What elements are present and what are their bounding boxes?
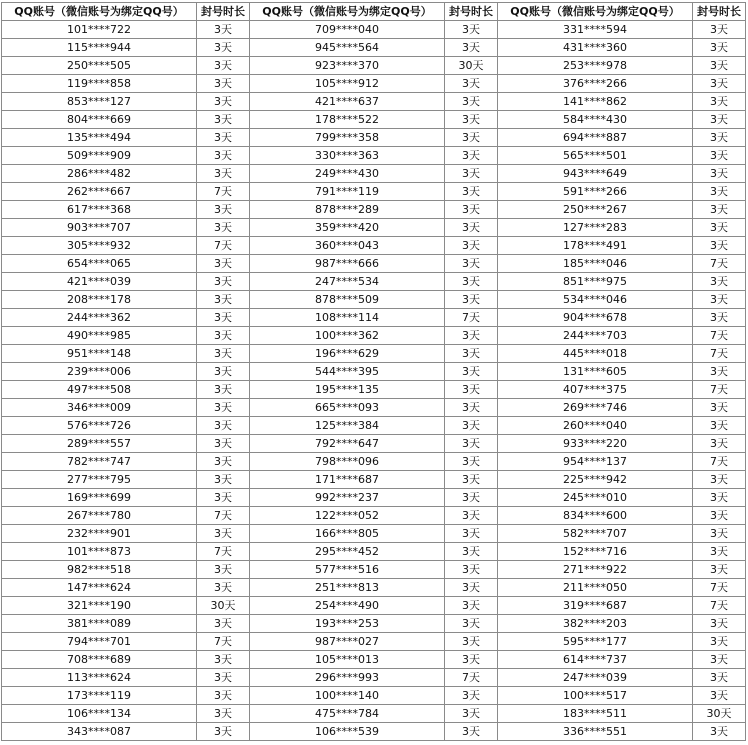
duration-cell: 3天 xyxy=(693,237,746,255)
header-duration-3: 封号时长 xyxy=(693,3,746,21)
duration-cell: 3天 xyxy=(693,39,746,57)
account-cell: 166****805 xyxy=(250,525,445,543)
account-cell: 945****564 xyxy=(250,39,445,57)
account-cell: 853****127 xyxy=(2,93,197,111)
duration-cell: 3天 xyxy=(445,147,498,165)
duration-cell: 3天 xyxy=(445,543,498,561)
duration-cell: 30天 xyxy=(445,57,498,75)
duration-cell: 3天 xyxy=(197,417,250,435)
account-cell: 490****985 xyxy=(2,327,197,345)
account-cell: 247****039 xyxy=(498,669,693,687)
account-cell: 903****707 xyxy=(2,219,197,237)
duration-cell: 3天 xyxy=(693,489,746,507)
account-cell: 792****647 xyxy=(250,435,445,453)
ban-list-table xyxy=(1,2,746,741)
account-cell: 987****666 xyxy=(250,255,445,273)
account-cell: 407****375 xyxy=(498,381,693,399)
account-cell: 131****605 xyxy=(498,363,693,381)
duration-cell: 3天 xyxy=(445,507,498,525)
table-row xyxy=(2,93,746,111)
table-row xyxy=(2,399,746,417)
duration-cell: 3天 xyxy=(445,633,498,651)
account-cell: 100****140 xyxy=(250,687,445,705)
account-cell: 106****134 xyxy=(2,705,197,723)
account-cell: 954****137 xyxy=(498,453,693,471)
duration-cell: 3天 xyxy=(445,561,498,579)
account-cell: 346****009 xyxy=(2,399,197,417)
account-cell: 565****501 xyxy=(498,147,693,165)
account-cell: 295****452 xyxy=(250,543,445,561)
duration-cell: 3天 xyxy=(197,345,250,363)
duration-cell: 3天 xyxy=(693,147,746,165)
table-row xyxy=(2,309,746,327)
duration-cell: 3天 xyxy=(197,489,250,507)
duration-cell: 3天 xyxy=(197,21,250,39)
duration-cell: 3天 xyxy=(197,669,250,687)
table-row xyxy=(2,381,746,399)
account-cell: 694****887 xyxy=(498,129,693,147)
duration-cell: 3天 xyxy=(197,57,250,75)
table-row xyxy=(2,543,746,561)
account-cell: 305****932 xyxy=(2,237,197,255)
duration-cell: 3天 xyxy=(693,687,746,705)
table-row xyxy=(2,435,746,453)
header-account-2: QQ账号（微信账号为绑定QQ号） xyxy=(250,3,445,21)
duration-cell: 3天 xyxy=(693,669,746,687)
duration-cell: 7天 xyxy=(445,669,498,687)
duration-cell: 3天 xyxy=(197,129,250,147)
account-cell: 421****039 xyxy=(2,273,197,291)
duration-cell: 30天 xyxy=(197,597,250,615)
table-row xyxy=(2,471,746,489)
account-cell: 289****557 xyxy=(2,435,197,453)
duration-cell: 3天 xyxy=(693,723,746,741)
account-cell: 125****384 xyxy=(250,417,445,435)
account-cell: 249****430 xyxy=(250,165,445,183)
table-row xyxy=(2,579,746,597)
duration-cell: 3天 xyxy=(197,579,250,597)
table-row xyxy=(2,183,746,201)
duration-cell: 3天 xyxy=(445,327,498,345)
duration-cell: 3天 xyxy=(197,435,250,453)
account-cell: 100****362 xyxy=(250,327,445,345)
duration-cell: 7天 xyxy=(693,453,746,471)
duration-cell: 3天 xyxy=(197,381,250,399)
duration-cell: 3天 xyxy=(445,93,498,111)
duration-cell: 3天 xyxy=(693,21,746,39)
duration-cell: 3天 xyxy=(445,723,498,741)
duration-cell: 3天 xyxy=(197,561,250,579)
duration-cell: 3天 xyxy=(693,651,746,669)
duration-cell: 3天 xyxy=(197,147,250,165)
duration-cell: 3天 xyxy=(197,453,250,471)
duration-cell: 3天 xyxy=(197,525,250,543)
table-row xyxy=(2,237,746,255)
duration-cell: 3天 xyxy=(445,255,498,273)
account-cell: 904****678 xyxy=(498,309,693,327)
duration-cell: 3天 xyxy=(445,651,498,669)
table-row xyxy=(2,687,746,705)
duration-cell: 3天 xyxy=(693,201,746,219)
duration-cell: 3天 xyxy=(445,489,498,507)
table-row xyxy=(2,147,746,165)
duration-cell: 3天 xyxy=(445,381,498,399)
duration-cell: 3天 xyxy=(197,201,250,219)
account-cell: 141****862 xyxy=(498,93,693,111)
account-cell: 105****013 xyxy=(250,651,445,669)
table-row xyxy=(2,255,746,273)
account-cell: 271****922 xyxy=(498,561,693,579)
account-cell: 591****266 xyxy=(498,183,693,201)
duration-cell: 3天 xyxy=(693,399,746,417)
account-cell: 105****912 xyxy=(250,75,445,93)
duration-cell: 7天 xyxy=(693,597,746,615)
account-cell: 244****362 xyxy=(2,309,197,327)
account-cell: 544****395 xyxy=(250,363,445,381)
account-cell: 614****737 xyxy=(498,651,693,669)
duration-cell: 3天 xyxy=(197,219,250,237)
table-row xyxy=(2,111,746,129)
account-cell: 319****687 xyxy=(498,597,693,615)
table-row xyxy=(2,57,746,75)
duration-cell: 3天 xyxy=(197,615,250,633)
account-cell: 115****944 xyxy=(2,39,197,57)
duration-cell: 3天 xyxy=(445,75,498,93)
table-row xyxy=(2,705,746,723)
account-cell: 791****119 xyxy=(250,183,445,201)
account-cell: 183****511 xyxy=(498,705,693,723)
table-row xyxy=(2,561,746,579)
account-cell: 101****873 xyxy=(2,543,197,561)
duration-cell: 3天 xyxy=(693,129,746,147)
account-cell: 331****594 xyxy=(498,21,693,39)
account-cell: 127****283 xyxy=(498,219,693,237)
duration-cell: 3天 xyxy=(445,201,498,219)
duration-cell: 7天 xyxy=(197,237,250,255)
duration-cell: 3天 xyxy=(445,471,498,489)
account-cell: 232****901 xyxy=(2,525,197,543)
account-cell: 173****119 xyxy=(2,687,197,705)
duration-cell: 3天 xyxy=(445,453,498,471)
duration-cell: 3天 xyxy=(445,363,498,381)
account-cell: 509****909 xyxy=(2,147,197,165)
account-cell: 343****087 xyxy=(2,723,197,741)
table-row xyxy=(2,723,746,741)
account-cell: 933****220 xyxy=(498,435,693,453)
account-cell: 135****494 xyxy=(2,129,197,147)
duration-cell: 3天 xyxy=(445,291,498,309)
duration-cell: 3天 xyxy=(445,129,498,147)
account-cell: 708****689 xyxy=(2,651,197,669)
account-cell: 113****624 xyxy=(2,669,197,687)
duration-cell: 3天 xyxy=(445,219,498,237)
duration-cell: 3天 xyxy=(693,615,746,633)
account-cell: 250****505 xyxy=(2,57,197,75)
duration-cell: 3天 xyxy=(197,471,250,489)
table-row xyxy=(2,327,746,345)
duration-cell: 3天 xyxy=(693,507,746,525)
header-duration-2: 封号时长 xyxy=(445,3,498,21)
account-cell: 617****368 xyxy=(2,201,197,219)
table-row xyxy=(2,615,746,633)
table-row xyxy=(2,165,746,183)
table-row xyxy=(2,489,746,507)
account-cell: 250****267 xyxy=(498,201,693,219)
account-cell: 834****600 xyxy=(498,507,693,525)
account-cell: 225****942 xyxy=(498,471,693,489)
account-cell: 577****516 xyxy=(250,561,445,579)
table-row xyxy=(2,363,746,381)
account-cell: 951****148 xyxy=(2,345,197,363)
duration-cell: 3天 xyxy=(693,75,746,93)
account-cell: 794****701 xyxy=(2,633,197,651)
duration-cell: 3天 xyxy=(197,651,250,669)
duration-cell: 3天 xyxy=(693,273,746,291)
header-row xyxy=(2,3,746,21)
account-cell: 277****795 xyxy=(2,471,197,489)
account-cell: 211****050 xyxy=(498,579,693,597)
account-cell: 178****491 xyxy=(498,237,693,255)
duration-cell: 3天 xyxy=(445,525,498,543)
header-duration-1: 封号时长 xyxy=(197,3,250,21)
duration-cell: 3天 xyxy=(693,57,746,75)
account-cell: 254****490 xyxy=(250,597,445,615)
account-cell: 244****703 xyxy=(498,327,693,345)
account-cell: 798****096 xyxy=(250,453,445,471)
account-cell: 982****518 xyxy=(2,561,197,579)
account-cell: 782****747 xyxy=(2,453,197,471)
account-cell: 987****027 xyxy=(250,633,445,651)
account-cell: 381****089 xyxy=(2,615,197,633)
table-row xyxy=(2,669,746,687)
account-cell: 152****716 xyxy=(498,543,693,561)
table-row xyxy=(2,633,746,651)
table-row xyxy=(2,507,746,525)
account-cell: 923****370 xyxy=(250,57,445,75)
account-cell: 247****534 xyxy=(250,273,445,291)
table-row xyxy=(2,453,746,471)
header-account-1: QQ账号（微信账号为绑定QQ号） xyxy=(2,3,197,21)
table-row xyxy=(2,129,746,147)
account-cell: 253****978 xyxy=(498,57,693,75)
duration-cell: 3天 xyxy=(197,399,250,417)
header-account-3: QQ账号（微信账号为绑定QQ号） xyxy=(498,3,693,21)
duration-cell: 3天 xyxy=(445,183,498,201)
duration-cell: 3天 xyxy=(693,165,746,183)
table-row xyxy=(2,597,746,615)
account-cell: 654****065 xyxy=(2,255,197,273)
duration-cell: 3天 xyxy=(197,111,250,129)
account-cell: 196****629 xyxy=(250,345,445,363)
duration-cell: 3天 xyxy=(445,165,498,183)
duration-cell: 3天 xyxy=(693,183,746,201)
table-row xyxy=(2,291,746,309)
account-cell: 267****780 xyxy=(2,507,197,525)
duration-cell: 3天 xyxy=(197,273,250,291)
duration-cell: 3天 xyxy=(197,687,250,705)
table-row xyxy=(2,21,746,39)
duration-cell: 3天 xyxy=(197,363,250,381)
account-cell: 119****858 xyxy=(2,75,197,93)
duration-cell: 3天 xyxy=(445,705,498,723)
table-body xyxy=(2,21,746,741)
duration-cell: 7天 xyxy=(693,579,746,597)
account-cell: 595****177 xyxy=(498,633,693,651)
duration-cell: 7天 xyxy=(197,183,250,201)
duration-cell: 3天 xyxy=(445,237,498,255)
duration-cell: 3天 xyxy=(197,39,250,57)
duration-cell: 3天 xyxy=(197,723,250,741)
duration-cell: 3天 xyxy=(693,525,746,543)
duration-cell: 3天 xyxy=(197,291,250,309)
duration-cell: 3天 xyxy=(693,435,746,453)
account-cell: 330****363 xyxy=(250,147,445,165)
duration-cell: 3天 xyxy=(445,579,498,597)
account-cell: 269****746 xyxy=(498,399,693,417)
duration-cell: 30天 xyxy=(693,705,746,723)
account-cell: 943****649 xyxy=(498,165,693,183)
account-cell: 101****722 xyxy=(2,21,197,39)
account-cell: 376****266 xyxy=(498,75,693,93)
duration-cell: 3天 xyxy=(445,21,498,39)
account-cell: 245****010 xyxy=(498,489,693,507)
duration-cell: 3天 xyxy=(693,561,746,579)
duration-cell: 3天 xyxy=(445,615,498,633)
account-cell: 475****784 xyxy=(250,705,445,723)
table-row xyxy=(2,75,746,93)
table-row xyxy=(2,201,746,219)
duration-cell: 3天 xyxy=(693,543,746,561)
duration-cell: 7天 xyxy=(445,309,498,327)
duration-cell: 3天 xyxy=(445,111,498,129)
account-cell: 208****178 xyxy=(2,291,197,309)
account-cell: 122****052 xyxy=(250,507,445,525)
duration-cell: 7天 xyxy=(197,543,250,561)
account-cell: 106****539 xyxy=(250,723,445,741)
duration-cell: 3天 xyxy=(197,165,250,183)
duration-cell: 7天 xyxy=(693,345,746,363)
account-cell: 665****093 xyxy=(250,399,445,417)
table-row xyxy=(2,345,746,363)
duration-cell: 3天 xyxy=(693,309,746,327)
duration-cell: 3天 xyxy=(693,417,746,435)
duration-cell: 7天 xyxy=(197,633,250,651)
account-cell: 576****726 xyxy=(2,417,197,435)
table-row xyxy=(2,417,746,435)
duration-cell: 3天 xyxy=(445,435,498,453)
duration-cell: 7天 xyxy=(693,327,746,345)
duration-cell: 3天 xyxy=(445,345,498,363)
account-cell: 582****707 xyxy=(498,525,693,543)
account-cell: 262****667 xyxy=(2,183,197,201)
account-cell: 296****993 xyxy=(250,669,445,687)
duration-cell: 3天 xyxy=(693,291,746,309)
duration-cell: 3天 xyxy=(693,219,746,237)
account-cell: 534****046 xyxy=(498,291,693,309)
account-cell: 497****508 xyxy=(2,381,197,399)
duration-cell: 3天 xyxy=(197,327,250,345)
account-cell: 336****551 xyxy=(498,723,693,741)
table-row xyxy=(2,219,746,237)
account-cell: 878****289 xyxy=(250,201,445,219)
duration-cell: 3天 xyxy=(445,687,498,705)
account-cell: 100****517 xyxy=(498,687,693,705)
duration-cell: 3天 xyxy=(693,633,746,651)
duration-cell: 7天 xyxy=(693,381,746,399)
account-cell: 108****114 xyxy=(250,309,445,327)
duration-cell: 3天 xyxy=(197,93,250,111)
duration-cell: 3天 xyxy=(693,93,746,111)
duration-cell: 3天 xyxy=(197,705,250,723)
account-cell: 431****360 xyxy=(498,39,693,57)
duration-cell: 3天 xyxy=(197,75,250,93)
account-cell: 147****624 xyxy=(2,579,197,597)
account-cell: 445****018 xyxy=(498,345,693,363)
account-cell: 382****203 xyxy=(498,615,693,633)
account-cell: 193****253 xyxy=(250,615,445,633)
account-cell: 804****669 xyxy=(2,111,197,129)
table-row xyxy=(2,39,746,57)
account-cell: 421****637 xyxy=(250,93,445,111)
duration-cell: 3天 xyxy=(445,39,498,57)
duration-cell: 3天 xyxy=(445,417,498,435)
account-cell: 171****687 xyxy=(250,471,445,489)
account-cell: 260****040 xyxy=(498,417,693,435)
duration-cell: 3天 xyxy=(197,255,250,273)
account-cell: 321****190 xyxy=(2,597,197,615)
account-cell: 709****040 xyxy=(250,21,445,39)
duration-cell: 3天 xyxy=(445,273,498,291)
account-cell: 992****237 xyxy=(250,489,445,507)
duration-cell: 7天 xyxy=(693,255,746,273)
account-cell: 851****975 xyxy=(498,273,693,291)
duration-cell: 7天 xyxy=(197,507,250,525)
account-cell: 360****043 xyxy=(250,237,445,255)
account-cell: 169****699 xyxy=(2,489,197,507)
duration-cell: 3天 xyxy=(197,309,250,327)
account-cell: 251****813 xyxy=(250,579,445,597)
duration-cell: 3天 xyxy=(445,597,498,615)
account-cell: 239****006 xyxy=(2,363,197,381)
table-row xyxy=(2,273,746,291)
account-cell: 584****430 xyxy=(498,111,693,129)
table-row xyxy=(2,651,746,669)
account-cell: 178****522 xyxy=(250,111,445,129)
account-cell: 878****509 xyxy=(250,291,445,309)
duration-cell: 3天 xyxy=(693,363,746,381)
duration-cell: 3天 xyxy=(445,399,498,417)
account-cell: 359****420 xyxy=(250,219,445,237)
account-cell: 286****482 xyxy=(2,165,197,183)
account-cell: 799****358 xyxy=(250,129,445,147)
duration-cell: 3天 xyxy=(693,471,746,489)
account-cell: 195****135 xyxy=(250,381,445,399)
table-row xyxy=(2,525,746,543)
account-cell: 185****046 xyxy=(498,255,693,273)
duration-cell: 3天 xyxy=(693,111,746,129)
